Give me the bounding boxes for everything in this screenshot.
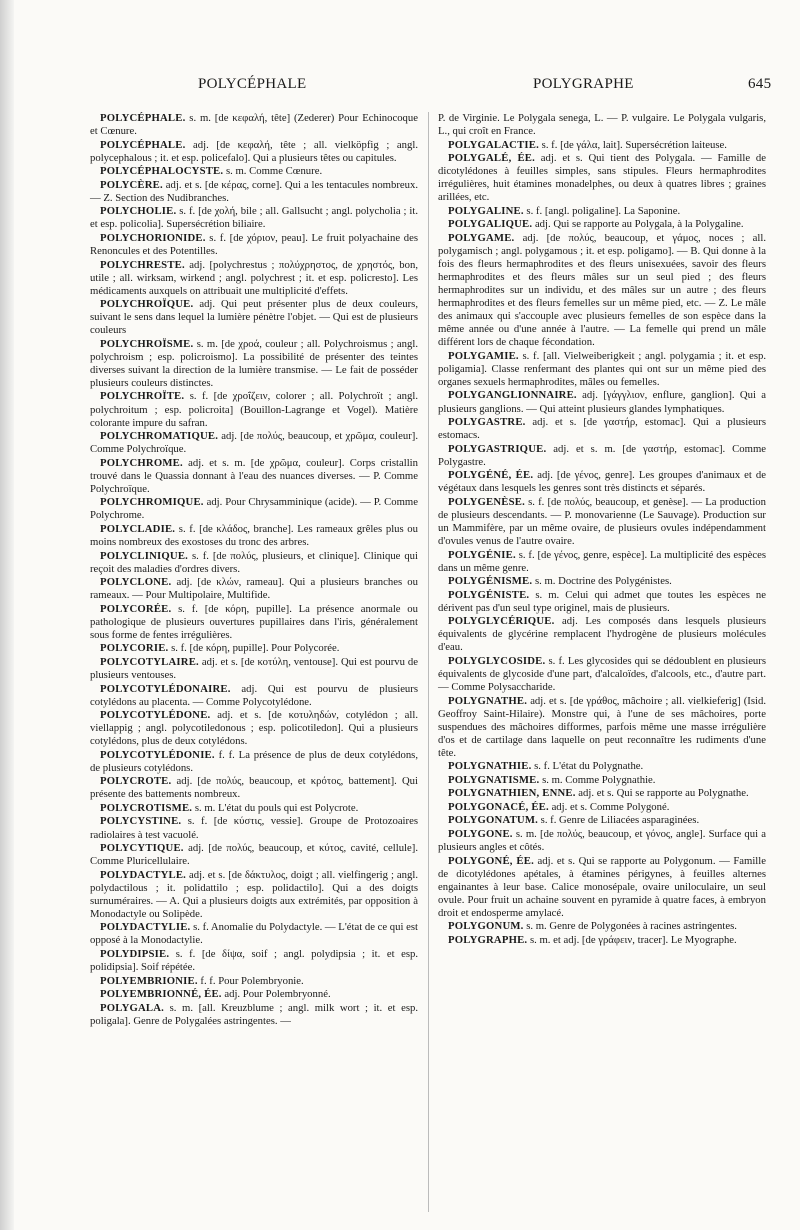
entry-headword: POLYGASTRIQUE.	[448, 442, 547, 455]
entry-definition: adj. et s. Comme Polygoné.	[548, 800, 670, 813]
entry-headword: POLYGALIQUE.	[448, 218, 533, 231]
entry-headword: POLYCHORIONIDE.	[100, 231, 206, 244]
entry-definition: s. m. [all. Kreuzblume ; angl. milk wort ; it. et esp. poligala]. Genre de Polygalées astringentes. —	[90, 1001, 418, 1027]
dictionary-entry	[90, 430, 418, 456]
dictionary-entry	[90, 656, 418, 682]
entry-headword: POLYCYSTINE.	[100, 815, 182, 828]
entry-headword: POLYCÉPHALE.	[100, 112, 186, 124]
entry-headword: POLYGALÉ, ÉE.	[448, 152, 535, 165]
entry-headword: POLYCHROMIQUE.	[100, 496, 204, 509]
right-running-head: POLYGRAPHE	[533, 76, 634, 92]
dictionary-entry	[438, 416, 766, 442]
entry-definition: s. f. Les glycosides qui se dédoublent en plusieurs équivalents de glycoside d'une part, d'alcaloïdes, d'alcools, etc., d'autre part. — Comme Polysaccharide.	[438, 654, 766, 694]
entry-definition: adj. [de πολύς, beaucoup, et γάμος, noces ; all. polygamisch ; angl. polygamous ; it. et esp. poligamo]. — B. Qui donne à la fois des fleurs hermaphrodites et des fleurs unisexuées, savoir des fleurs hermaphrodites et des fleurs mâles sur un seul pied ; des fleurs hermaphrodites sur un individu, et des mâles sur un autre ; des fleurs hermaphrodites et des fleurs femelles sur un même pied, etc. — Z. Le mâle des animaux qui s'accouple avec plusieurs femelles de son espèce dans la même année ou d'une année à l'autre. — La femelle qui prend un mâle différent lors de chaque fécondation.	[438, 231, 766, 349]
entry-headword: POLYCHROME.	[100, 456, 183, 469]
entry-definition: s. m. Doctrine des Polygénistes.	[532, 575, 672, 588]
entry-headword: POLYGÉNISME.	[448, 575, 533, 588]
entry-headword: POLYGNATHIEN, ENNE.	[448, 787, 576, 800]
entry-headword: POLYCLADIE.	[100, 522, 176, 535]
dictionary-entry	[438, 112, 766, 138]
dictionary-entry	[438, 443, 766, 469]
entry-headword: POLYCÈRE.	[100, 178, 163, 191]
dictionary-entry	[90, 550, 418, 576]
entry-headword: POLYCHROÏSME.	[100, 337, 194, 350]
entry-definition: adj. et s. [de κέρας, corne]. Qui a les tentacules nombreux. — Z. Section des Nudibranches.	[90, 178, 418, 204]
dictionary-entry	[90, 179, 418, 205]
entry-headword: POLYGONE.	[448, 828, 513, 841]
dictionary-entry	[90, 232, 418, 258]
dictionary-entry	[438, 350, 766, 389]
dictionary-entry	[90, 457, 418, 496]
dictionary-entry	[90, 1002, 418, 1028]
dictionary-entry	[438, 934, 766, 947]
entry-headword: POLYCORIE.	[100, 642, 169, 655]
dictionary-entry	[438, 139, 766, 152]
entry-definition: s. f. Anomalie du Polydactyle. — L'état de ce qui est opposé à la Monodactylie.	[90, 921, 418, 947]
entry-headword: POLYGANGLIONNAIRE.	[448, 389, 577, 402]
dictionary-entry	[90, 165, 418, 178]
entry-headword: POLYCOTYLÉDONIE.	[100, 748, 215, 761]
dictionary-entry	[90, 298, 418, 337]
entry-definition: adj. et s. [de κοτύλη, ventouse]. Qui est pourvu de plusieurs ventouses.	[90, 655, 418, 681]
dictionary-entry	[438, 774, 766, 787]
entry-definition: P. de Virginie. Le Polygala senega, L. — P. vulgaire. Le Polygala vulgaris, L., qui croît en France.	[438, 112, 766, 138]
entry-definition: adj. [de κλών, rameau]. Qui a plusieurs branches ou rameaux. — Pour Multipolaire, Multifide.	[90, 576, 418, 602]
entry-definition: s. m. Genre de Polygonées à racines astringentes.	[523, 920, 737, 933]
entry-definition: adj. [polychrestus ; πολύχρηστος, de χρηστός, bon, utile ; all. wirksam, wirkend ; angl. polychrest ; it. et esp. policresto]. Les médicaments auxquels on attribuait une multiplicité d'effets.	[90, 258, 418, 297]
dictionary-entry	[438, 152, 766, 204]
entry-headword: POLYCROTE.	[100, 775, 172, 788]
dictionary-entry	[438, 787, 766, 800]
entry-definition: s. m. [de κεφαλή, tête] (Zederer) Pour Echinocoque et Cœnure.	[90, 112, 418, 138]
entry-headword: POLYEMBRIONNÉ, ÉE.	[100, 988, 222, 1001]
entry-headword: POLYGONATUM.	[448, 814, 538, 827]
entry-definition: adj. et s. [de γράθος, mâchoire ; all. vielkieferig] (Isid. Geoffroy Saint-Hilaire). Monstre qui, à l'une de ses mâchoires, porte suspendues des mâchoires difformes, parfois même une masse irrégulière d'os et de cartilage dans laquelle on peut reconnaître les rudiments d'une tête.	[438, 694, 766, 759]
entry-headword: POLYCHOLIE.	[100, 205, 177, 218]
entry-definition: s. f. [de δίψα, soif ; angl. polydipsia ; it. et esp. polidipsia]. Soif répétée.	[90, 947, 418, 973]
dictionary-entry	[438, 575, 766, 588]
dictionary-entry	[438, 469, 766, 495]
entry-definition: s. m. Comme Polygnathie.	[539, 773, 656, 786]
dictionary-entry	[90, 205, 418, 231]
entry-definition: f. f. La présence de plus de deux cotylédons, de plusieurs cotylédons.	[90, 748, 418, 774]
entry-headword: POLYCÉPHALOCYSTE.	[100, 165, 224, 178]
entry-definition: adj. Qui peut présenter plus de deux couleurs, suivant le sens dans lequel la lumière pénètre l'objet. — Qui est de plusieurs couleurs	[90, 298, 418, 337]
entry-headword: POLYCÉPHALE.	[100, 138, 186, 151]
entry-headword: POLYGONUM.	[448, 920, 524, 933]
dictionary-entry	[438, 615, 766, 654]
entry-definition: s. f. L'état du Polygnathe.	[531, 760, 644, 773]
dictionary-entry	[438, 389, 766, 415]
column-divider	[428, 112, 429, 1212]
entry-definition: adj. et s. m. [de χρῶμα, couleur]. Corps cristallin trouvé dans le Quassia donnant à l'eau des nuances diverses. — P. Comme Polychroïque.	[90, 456, 418, 495]
dictionary-entry	[438, 589, 766, 615]
dictionary-entry	[90, 775, 418, 801]
entry-definition: adj. Qui est pourvu de plusieurs cotylédons au placenta. — Comme Polycotylédone.	[90, 682, 418, 708]
dictionary-entry	[90, 139, 418, 165]
page-number: 645	[748, 76, 772, 92]
entry-definition: adj. [de γένος, genre]. Les groupes d'animaux et de végétaux dans lesquels les genres sont très distincts et séparés.	[438, 469, 766, 495]
dictionary-entry	[438, 828, 766, 854]
dictionary-entry	[90, 523, 418, 549]
entry-definition: s. f. [de χόριον, peau]. Le fruit polyachaine des Renoncules et des Potentilles.	[90, 231, 418, 257]
entry-definition: s. m. et adj. [de γράφειν, tracer]. Le Myographe.	[527, 933, 737, 946]
dictionary-entry	[90, 683, 418, 709]
entry-headword: POLYCORÉE.	[100, 602, 172, 615]
entry-definition: s. f. [de χολή, bile ; all. Gallsucht ; angl. polycholia ; it. et esp. policolia]. Supersécrétion biliaire.	[90, 205, 418, 231]
entry-headword: POLYCHROMATIQUE.	[100, 430, 219, 443]
entry-definition: s. f. [de κλάδος, branche]. Les rameaux grêles plus ou moins nombreux des exostoses du tronc des arbres.	[90, 522, 418, 548]
entry-headword: POLYGÉNIE.	[448, 548, 516, 561]
entry-headword: POLYGONÉ, ÉE.	[448, 854, 534, 867]
dictionary-entry	[438, 205, 766, 218]
entry-definition: s. f. [de γένος, genre, espèce]. La multiplicité des espèces dans un même genre.	[438, 548, 766, 574]
entry-definition: s. f. [angl. poligaline]. La Saponine.	[523, 204, 681, 217]
entry-definition: adj. [de πολύς, beaucoup, et κύτος, cavité, cellule]. Comme Pluricellulaire.	[90, 842, 418, 868]
entry-headword: POLYCHROÏTE.	[100, 390, 185, 403]
entry-definition: adj. [de πολύς, beaucoup, et χρῶμα, couleur]. Comme Polychroïque.	[90, 430, 418, 456]
entry-headword: POLYGNATHIE.	[448, 760, 532, 773]
left-column	[90, 112, 418, 1028]
dictionary-entry	[438, 655, 766, 694]
entry-headword: POLYGNATISME.	[448, 773, 540, 786]
entry-definition: adj. Qui se rapporte au Polygala, à la Polygaline.	[532, 218, 744, 231]
entry-definition: s. m. [de χροά, couleur ; all. Polychroismus ; angl. polychroism ; esp. policroismo]. La possibilité de présenter des teintes diverses suivant la direction de la lumière transmise. — Le fait de posséder plusieurs couleurs distinctes.	[90, 337, 418, 389]
entry-definition: s. f. [de πολύς, plusieurs, et clinique]. Clinique qui reçoit des maladies d'ordres divers.	[90, 549, 418, 575]
entry-headword: POLYCROTISME.	[100, 801, 193, 814]
entry-headword: POLYGÉNISTE.	[448, 588, 530, 601]
dictionary-entry	[90, 869, 418, 921]
entry-headword: POLYGASTRE.	[448, 416, 526, 429]
entry-headword: POLYGALA.	[100, 1001, 165, 1014]
entry-headword: POLYGALACTIE.	[448, 138, 539, 151]
dictionary-entry	[438, 232, 766, 349]
entry-definition: adj. Pour Polembryonné.	[221, 988, 331, 1001]
dictionary-entry	[90, 642, 418, 655]
entry-headword: POLYGLYCOSIDE.	[448, 654, 546, 667]
dictionary-entry	[90, 338, 418, 390]
entry-definition: s. m. Comme Cœnure.	[223, 165, 323, 178]
entry-headword: POLYCLONE.	[100, 576, 172, 589]
entry-definition: s. m. Celui qui admet que toutes les espèces ne dérivent pas d'un seul type originel, mais de plusieurs.	[438, 588, 766, 614]
entry-headword: POLYGÉNÉ, ÉE.	[448, 469, 534, 482]
dictionary-entry	[90, 815, 418, 841]
dictionary-entry	[438, 695, 766, 760]
entry-definition: adj. Les composés dans lesquels plusieurs équivalents de glycérine remplacent l'hydrogène de plusieurs molécules d'eau.	[438, 615, 766, 654]
dictionary-entry	[90, 975, 418, 988]
dictionary-entry	[90, 948, 418, 974]
entry-headword: POLYGAMIE.	[448, 349, 519, 362]
entry-definition: adj. et s. Qui se rapporte au Polygnathe.	[575, 787, 749, 800]
entry-headword: POLYCLINIQUE.	[100, 549, 189, 562]
dictionary-entry	[90, 390, 418, 429]
dictionary-entry	[438, 549, 766, 575]
entry-definition: s. f. [de κύστις, vessie]. Groupe de Protozoaires radiolaires à test vacuolé.	[90, 815, 418, 841]
entry-headword: POLYCOTYLAIRE.	[100, 655, 199, 668]
dictionary-entry	[438, 855, 766, 920]
entry-definition: adj. et s. [de κοτυληδών, cotylédon ; all. viellappig ; angl. polycotiledonous ; esp. policotiledon]. Qui a plusieurs cotylédons, plus de deux cotylédons.	[90, 709, 418, 748]
dictionary-entry	[90, 576, 418, 602]
entry-headword: POLYEMBRIONIE.	[100, 974, 198, 987]
dictionary-entry	[90, 603, 418, 642]
dictionary-entry	[90, 842, 418, 868]
dictionary-entry	[90, 259, 418, 298]
entry-definition: adj. et s. [de δάκτυλος, doigt ; all. vielfingerig ; angl. polydactilous ; it. polidattilo ; esp. polidactilo]. Qui a des doigts surnuméraires. — A. Qui a plusieurs doigts aux extrémités, par opposition à Monodactyle ou Solipède.	[90, 868, 418, 920]
entry-definition: s. f. [de κόρη, pupille]. La présence anormale ou pathologique de plusieurs ouvertures pupillaires dans l'iris, généralement sous forme de fentes irrégulières.	[90, 602, 418, 641]
dictionary-entry	[90, 988, 418, 1001]
dictionary-entry	[438, 814, 766, 827]
entry-definition: adj. et s. m. [de γαστήρ, estomac]. Comme Polygastre.	[438, 442, 766, 468]
entry-headword: POLYCOTYLÉDONAIRE.	[100, 682, 231, 695]
left-running-head: POLYCÉPHALE	[198, 76, 307, 92]
entry-headword: POLYGRAPHE.	[448, 933, 528, 946]
dictionary-entry	[438, 920, 766, 933]
dictionary-entry	[90, 709, 418, 748]
entry-definition: s. m. L'état du pouls qui est Polycrote.	[192, 801, 359, 814]
entry-definition: adj. [de πολύς, beaucoup, et κρότος, battement]. Qui présente des battements nombreux.	[90, 775, 418, 801]
entry-definition: f. f. Pour Polembryonie.	[197, 974, 304, 987]
entry-headword: POLYCHRESTE.	[100, 258, 185, 271]
dictionary-entry	[90, 921, 418, 947]
entry-headword: POLYCOTYLÉDONE.	[100, 709, 211, 722]
entry-definition: s. f. [all. Vielweiberigkeit ; angl. polygamia ; it. et esp. poligamia]. Classe renfermant des plantes qui ont sur un même pied des organes sexuels hermaphrodites, mâles ou femelles.	[438, 349, 766, 388]
dictionary-entry	[438, 496, 766, 548]
entry-headword: POLYDACTYLE.	[100, 868, 187, 881]
dictionary-entry	[90, 749, 418, 775]
dictionary-entry	[438, 218, 766, 231]
entry-definition: s. f. [de χροΐζειν, colorer ; all. Polychroït ; angl. polychroitum ; esp. policroita] (Bouillon-Lagrange et Vogel). Matière colorante impure du safran.	[90, 390, 418, 429]
dictionary-entry	[438, 760, 766, 773]
entry-headword: POLYCYTIQUE.	[100, 842, 184, 855]
page-binding-edge	[0, 0, 14, 1230]
entry-headword: POLYGAME.	[448, 231, 515, 244]
entry-definition: adj. Pour Chrysamminique (acide). — P. Comme Polychrome.	[90, 496, 418, 522]
entry-definition: s. m. [de πολύς, beaucoup, et γόνος, angle]. Surface qui a plusieurs angles et côtés.	[438, 828, 766, 854]
dictionary-entry	[90, 112, 418, 138]
entry-definition: adj. et s. Qui se rapporte au Polygonum. — Famille de dicotylédones apétales, à étamines périgynes, à feuilles alternes engainantes à leur base. Calice monosépale, ovaire uniloculaire, un seul ovule. Pour fruit un achaine souvent en pyramide à quatre faces, à embryon droit et endosperme amylacé.	[438, 854, 766, 919]
entry-definition: adj. et s. Qui tient des Polygala. — Famille de dicotylédones à feuilles simples, sans stipules. Fleurs hermaphrodites irrégulières, huit étamines monadelphes, ou deux à quatres libres ; graines arillées, etc.	[438, 152, 767, 204]
entry-headword: POLYDIPSIE.	[100, 947, 170, 960]
entry-definition: s. f. [de κόρη, pupille]. Pour Polycorée.	[168, 642, 340, 655]
entry-headword: POLYDACTYLIE.	[100, 921, 191, 934]
entry-headword: POLYGNATHE.	[448, 694, 528, 707]
entry-headword: POLYGLYCÉRIQUE.	[448, 615, 555, 628]
entry-definition: adj. [γάγγλιον, enflure, ganglion]. Qui a plusieurs ganglions. — Qui atteint plusieurs glandes lymphatiques.	[438, 389, 766, 415]
entry-definition: adj. [de κεφαλή, tête ; all. vielköpfig ; angl. polycephalous ; it. et esp. policefalo]. Qui a plusieurs têtes ou capitules.	[90, 138, 418, 164]
entry-definition: s. f. Genre de Liliacées asparaginées.	[537, 814, 700, 827]
right-column	[438, 112, 766, 947]
dictionary-entry	[90, 802, 418, 815]
dictionary-entry	[90, 496, 418, 522]
entry-headword: POLYCHROÏQUE.	[100, 298, 194, 311]
running-header	[0, 76, 800, 100]
entry-headword: POLYGENÈSE.	[448, 495, 525, 508]
entry-definition: adj. et s. [de γαστήρ, estomac]. Qui a plusieurs estomacs.	[438, 416, 766, 442]
entry-headword: POLYGALINE.	[448, 204, 524, 217]
entry-definition: s. f. [de γάλα, lait]. Supersécrétion laiteuse.	[539, 138, 727, 151]
entry-definition: s. f. [de πολύς, beaucoup, et genèse]. — La production de plusieurs descendants. — P. monovarienne (Le Sauvage). Production sur un Mammifère, par un même ovaire, de plusieurs ovules indépendamment d'ovules venus de l'autre ovaire.	[438, 495, 766, 547]
entry-headword: POLYGONACÉ, ÉE.	[448, 800, 549, 813]
dictionary-entry	[438, 801, 766, 814]
